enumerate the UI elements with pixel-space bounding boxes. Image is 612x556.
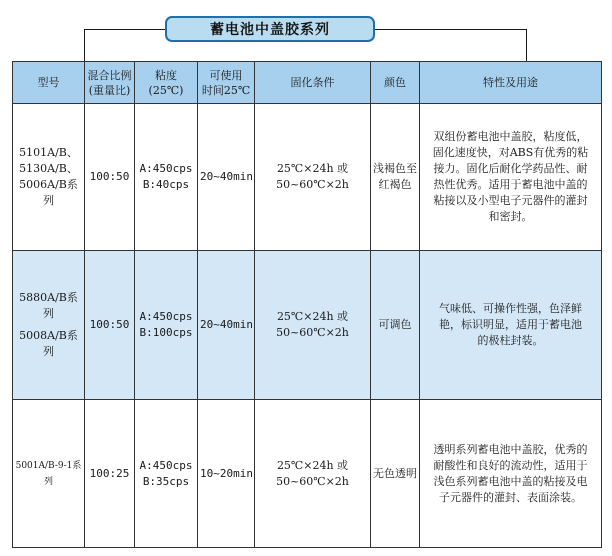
table-row [13,104,602,251]
cell-pot-life: 20~40min [198,251,255,400]
cell-cure: 25℃×24h 或 50~60℃×2h [255,251,371,400]
cell-model: 5101A/B、 5130A/B、 5006A/B系列 [13,104,85,251]
cell-features: 双组份蓄电池中盖胶，粘度低， 固化速度快，对ABS有优秀的粘 接力。固化后耐化学药品性、耐 热性优秀。适用于蓄电池中盖的 粘接以及小型电子元器件的灌封 和密封。 [420,104,602,251]
header-model: 型号 [13,62,85,104]
bracket-top-right [375,29,527,30]
header-color: 颜色 [371,62,420,104]
header-viscosity: 粘度 (25℃) [135,62,198,104]
header-ratio: 混合比例 (重量比) [85,62,135,104]
cell-viscosity: A:450cps B:40cps [135,104,198,251]
cell-ratio: 100:50 [85,251,135,400]
bracket-top-left [84,29,165,30]
cell-pot-life: 10~20min [198,400,255,548]
cell-cure: 25℃×24h 或 50~60℃×2h [255,400,371,548]
cell-model: 5001A/B-9-1系列 [13,400,85,548]
cell-features: 透明系列蓄电池中盖胶，优秀的 耐酸性和良好的流动性，适用于 浅色系列蓄电池中盖的粘接及电 子元器件的灌封、表面涂装。 [420,400,602,548]
cell-features: 气味低、可操作性强，色泽鲜 艳，标识明显，适用于蓄电池 的极柱封装。 [420,251,602,400]
table-row [13,251,602,400]
cell-viscosity: A:450cps B:35cps [135,400,198,548]
header-row [13,62,602,104]
cell-color: 无色透明 [371,400,420,548]
cell-ratio: 100:25 [85,400,135,548]
cell-color: 浅褐色至 红褐色 [371,104,420,251]
header-cure: 固化条件 [255,62,371,104]
series-title: 蓄电池中盖胶系列 [165,16,375,42]
cell-cure: 25℃×24h 或 50~60℃×2h [255,104,371,251]
cell-pot-life: 20~40min [198,104,255,251]
cell-ratio: 100:50 [85,104,135,251]
cell-viscosity: A:450cps B:100cps [135,251,198,400]
cell-color: 可调色 [371,251,420,400]
spec-table [12,61,602,548]
bracket-left-drop [84,29,85,62]
cell-model: 5880A/B系列 5008A/B系列 [13,251,85,400]
header-features: 特性及用途 [420,62,602,104]
bracket-right-drop [526,29,527,62]
header-pot-life: 可使用 时间25℃ [198,62,255,104]
table-row [13,400,602,548]
